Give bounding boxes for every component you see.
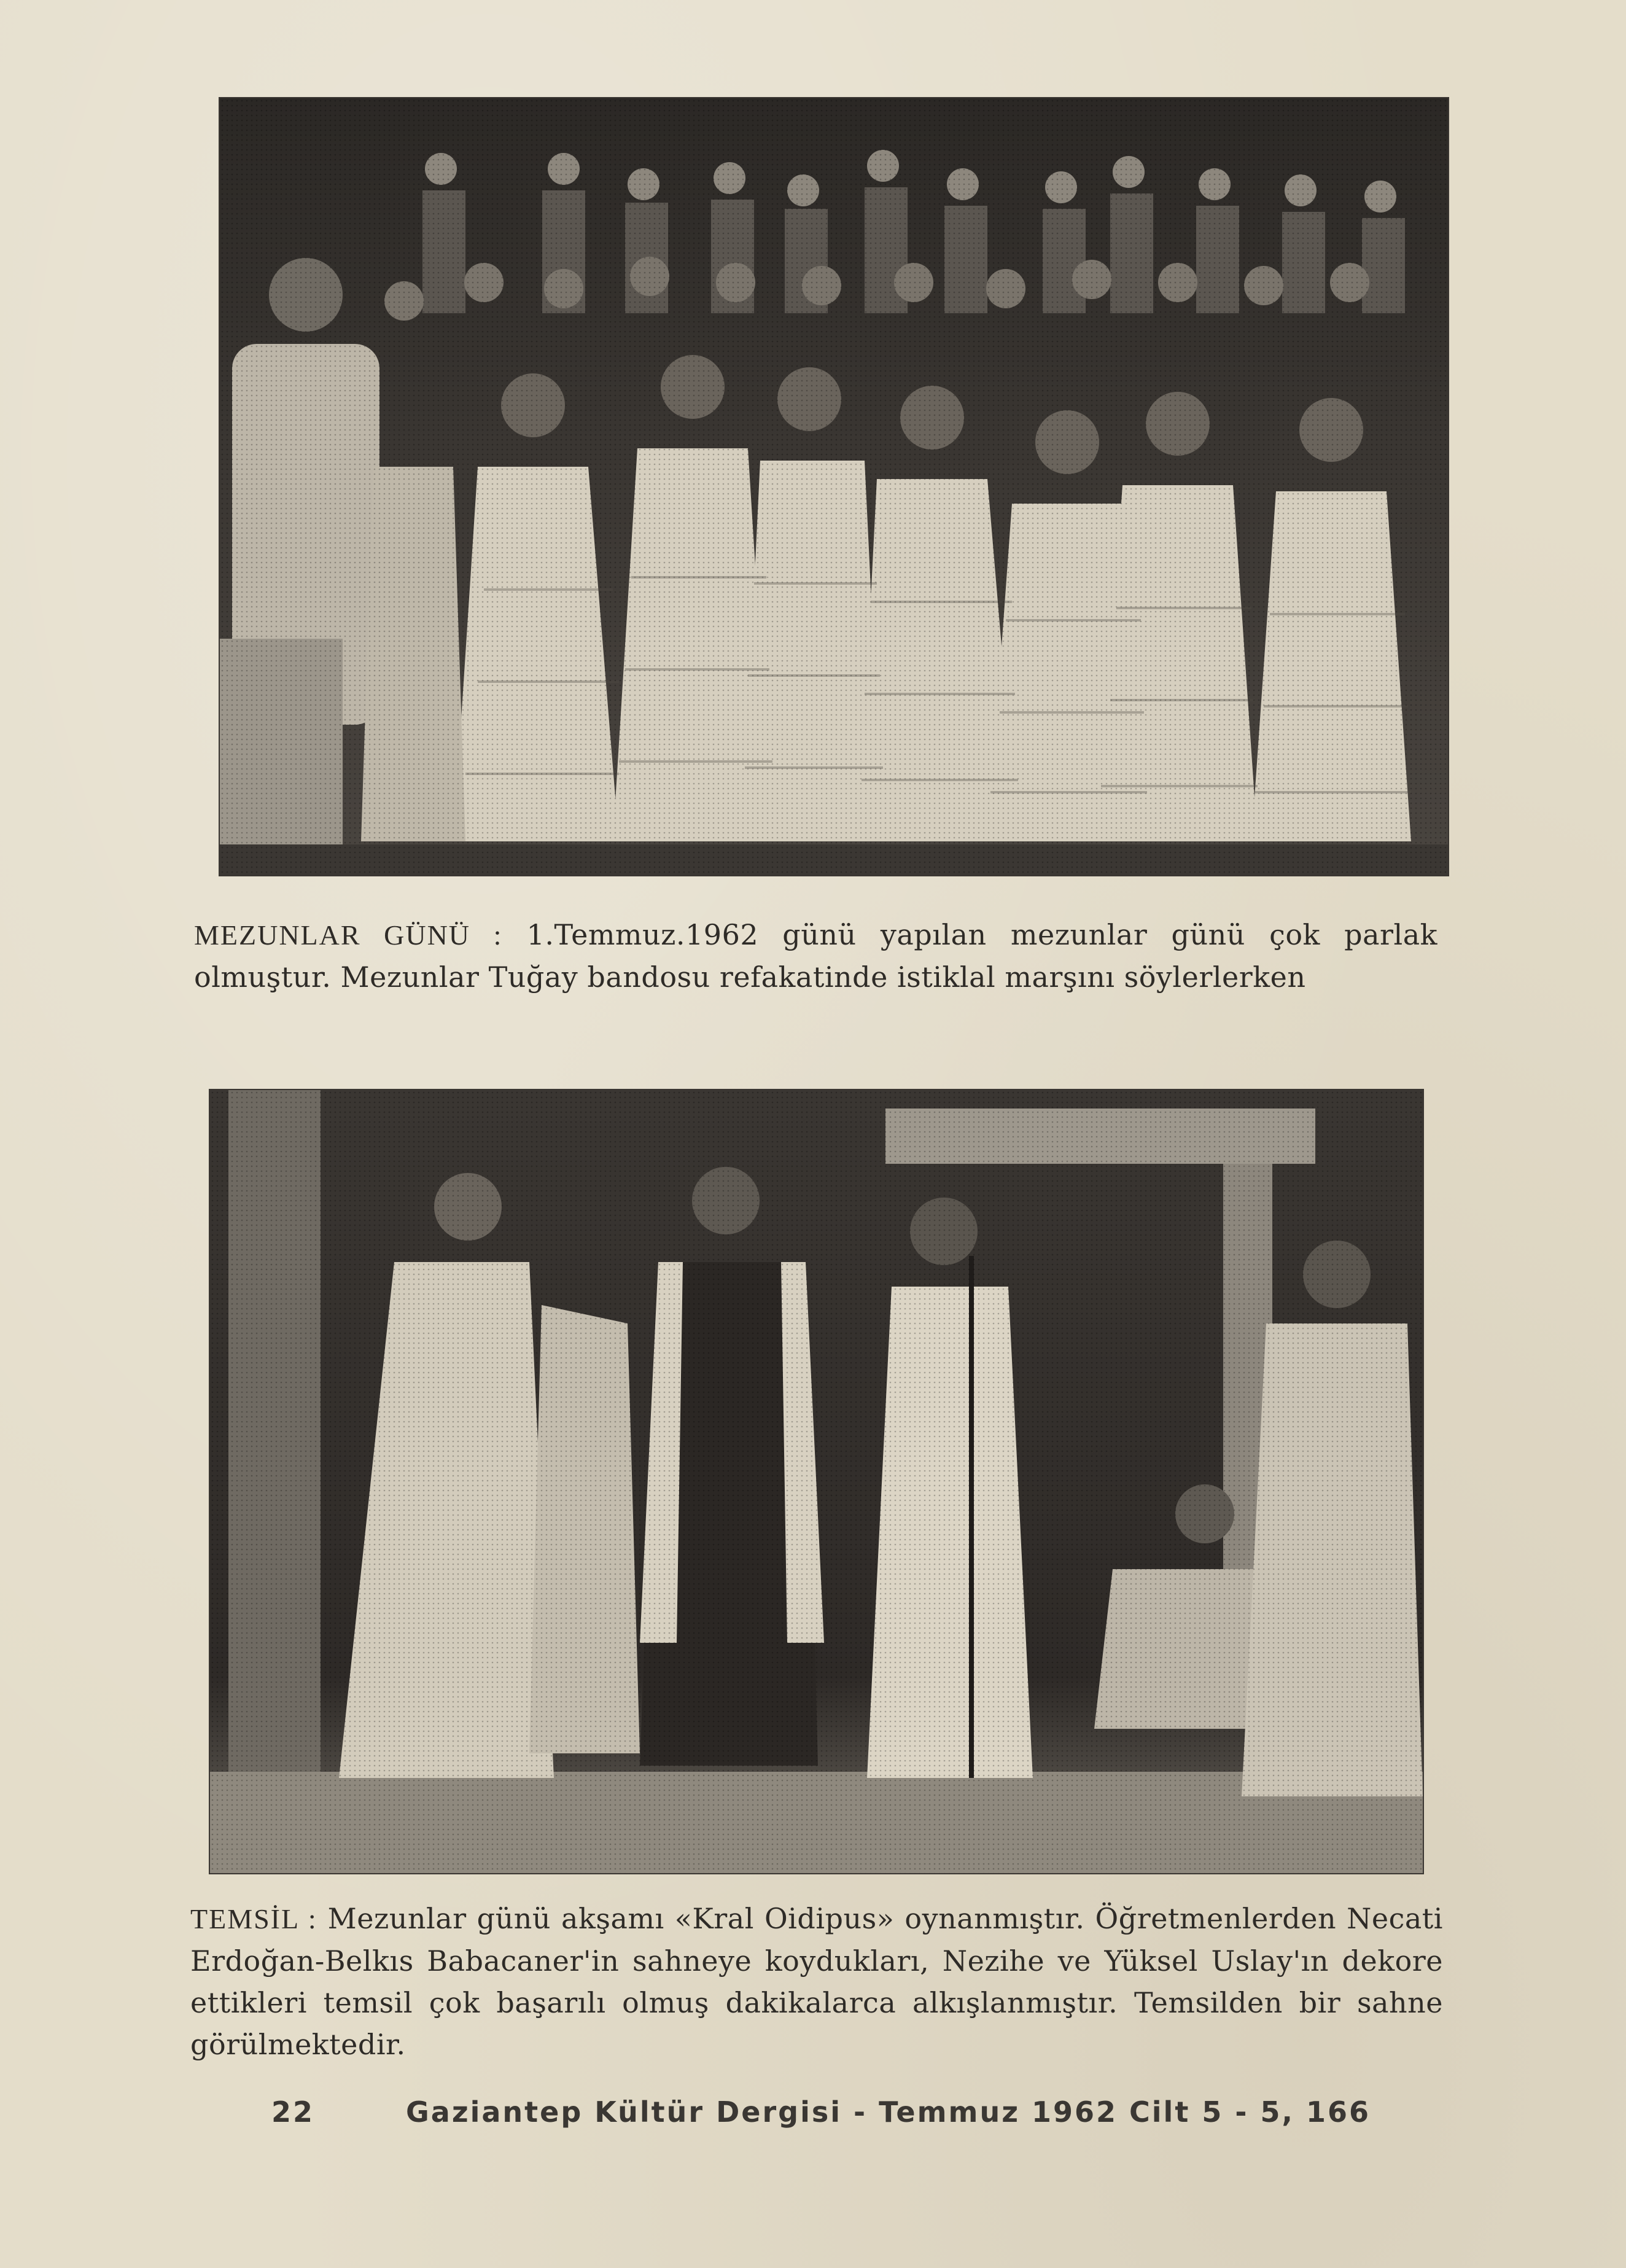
photo2-caption-body: Mezunlar günü akşamı «Kral Oidipus» oynanmıştır. Öğretmenlerden Necati Erdoğan-Belkıs Babacaner'in sahneye koydukları, Nezihe ve Yüksel Uslay'ın dekore ettikleri temsil çok başarılı olmuş dakikalarca alkışlanmıştır. Temsilden bir sahne görülmektedir. [190,1902,1443,2061]
theatre-scene-image [210,1090,1423,1873]
photo2-caption-lead: TEMSİL : [190,1903,317,1935]
graduation-choir-photo [220,98,1448,875]
theatre-scene-photo [210,1090,1423,1873]
photo2-caption [190,1898,1443,2065]
page-footer [271,2095,1377,2129]
photo1-caption-lead: MEZUNLAR GÜNÜ : [194,919,503,951]
page-number: 22 [271,2095,315,2129]
photo1-caption-body: 1.Temmuz.1962 günü yapılan mezunlar günü çok parlak olmuştur. Mezunlar Tuğay bandosu refakatinde istiklal marşını söylerlerken [194,918,1437,994]
photo1-caption [194,914,1437,998]
publication-info: Gaziantep Kültür Dergisi - Temmuz 1962 Cilt 5 - 5, 166 [406,2095,1371,2129]
graduation-choir-image [220,98,1448,875]
